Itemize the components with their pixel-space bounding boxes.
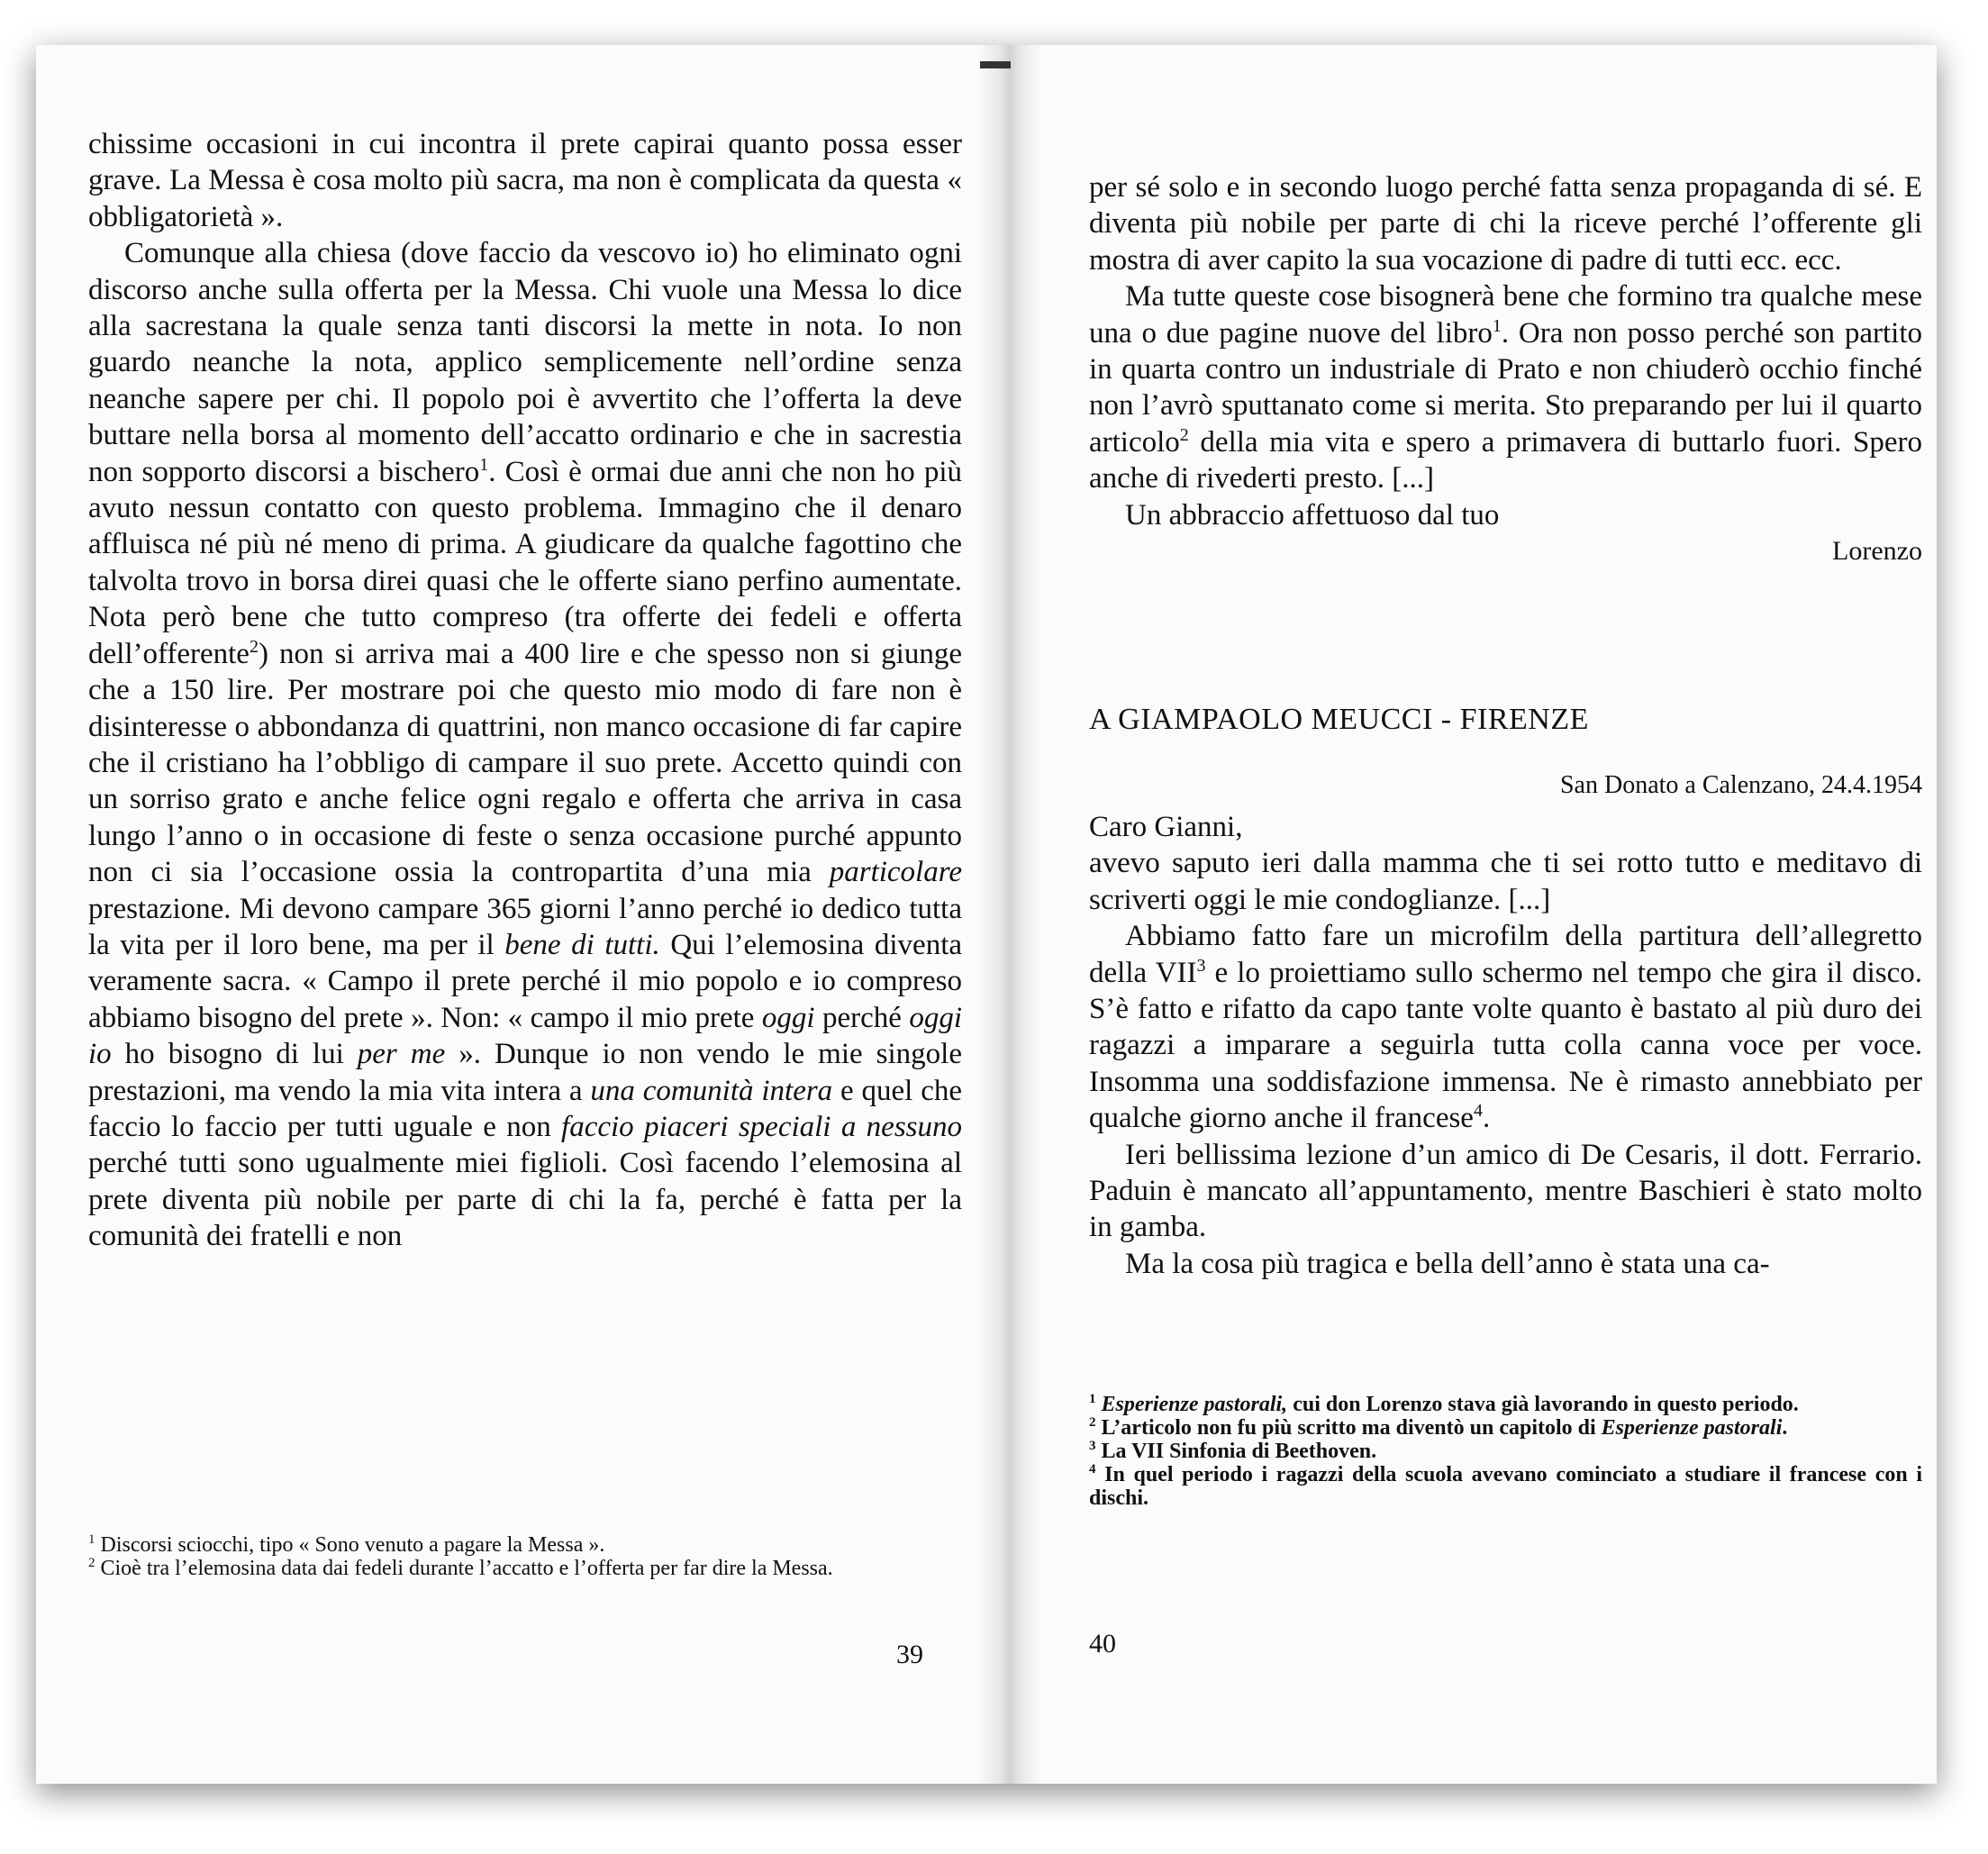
signature: Lorenzo: [1832, 536, 1922, 567]
paragraph: avevo saputo ieri dalla mamma che ti sei rotto tutto e meditavo di scriverti oggi le mie condoglianze. [...]: [1089, 847, 1922, 916]
page-number: 39: [896, 1640, 923, 1669]
binding-mark: [980, 61, 1011, 68]
right-footnotes: [1089, 1393, 1922, 1510]
footnote: $^3$ La VII Sinfonia di Beethoven.: [1089, 1439, 1377, 1463]
footnote-ref: 3: [1196, 955, 1206, 976]
paragraph: Ma tutte queste cose bisognerà bene che formino tra qualche mese una o due pagine nuove del libro$^1$. Ora non posso perché son partito in quarta contro un industriale di Prato e non chiuderò occhio finché non l’avrò sputtanato come si merita. Sto preparando per lui il quarto articolo$^2$ della mia vita e spero a primavera di buttarlo fuori. Spero anche di rivederti presto. [...]: [1089, 280, 1922, 495]
book-gutter: [978, 45, 1041, 1784]
right-page-letter: [1089, 809, 1922, 1282]
paragraph: Ma la cosa più tragica e bella dell’anno è stata una ca-: [1125, 1247, 1770, 1280]
paragraph: Comunque alla chiesa (dove faccio da vescovo io) ho eliminato ogni discorso anche sulla offerta per la Messa. Chi vuole una Messa lo dice alla sacrestana la quale senza tanti discorsi la mette in nota. Io non guardo neanche la nota, applico semplicemente nell’ordine senza neanche sapere per chi. Il popolo poi è avvertito che l’offerta la deve buttare nella borsa al momento dell’accatto ordinario e che in sacrestia non sopporto discorsi a bischero$^1$. Così è ormai due anni che non ho più avuto nessun contatto con questo problema. Immagino che il denaro affluisca né più né meno di prima. A giudicare da qualche fagottino che talvolta trovo in borsa direi quasi che le offerte siano perfino aumentate. Nota però bene che tutto compreso (tra offerte dei fedeli e offerta dell’offerente$^2$) non si arriva mai a 400 lire e che spesso non si giunge che a 150 lire. Per mostrare poi che questo mio modo di fare non è disinteresse o abbondanza di quattrini, non manco occasione di far capire che il cristiano ha l’obbligo di campare il suo prete. Accetto quindi con un sorriso grato e anche felice ogni regalo e offerta che arriva in casa lungo l’anno o in occasione di feste o senza occasione purché appunto non ci sia l’occasione ossia la contropartita d’una mia particolare prestazione. Mi devono campare 365 giorni l’anno perché io dedico tutta la vita per il loro bene, ma per il bene di tutti. Qui l’elemosina diventa veramente sacra. « Campo il prete perché il mio popolo e io compreso abbiamo bisogno del prete ». Non: « campo il mio prete oggi perché oggi io ho bisogno di lui per me ». Dunque io non vendo le mie singole prestazioni, ma vendo la mia vita intera a una comunità intera e quel che faccio lo faccio per tutti uguale e non faccio piaceri speciali a nessuno perché tutti sono ugualmente miei figlioli. Così facendo l’elemosina al prete diventa più nobile per parte di chi la fa, perché è fatta per la comunità dei fratelli e non: [88, 237, 963, 1253]
footnote: $^1$ Discorsi sciocchi, tipo « Sono venuto a pagare la Messa ».: [88, 1532, 605, 1557]
letter-heading: A GIAMPAOLO MEUCCI - FIRENZE: [1089, 703, 1589, 736]
paragraph: Ieri bellissima lezione d’un amico di De Cesaris, il dott. Ferrario. Paduin è mancato all’appuntamento, mentre Baschieri è stato molto in gamba.: [1089, 1138, 1922, 1244]
left-page: [36, 45, 978, 1784]
footnote: $^2$ Cioè tra l’elemosina data dai fedeli durante l’accatto e l’offerta per far dire la Messa.: [88, 1556, 833, 1580]
paragraph: Abbiamo fatto fare un microfilm della partitura dell’allegretto della VII$^3$ e lo proiettiamo sullo schermo nel tempo che gira il disco. S’è fatto e rifatto da capo tante volte quanto è bastato al più duro dei ragazzi a imparare a seguirla tutta colla canna voce per voce. Insomma una soddisfazione immensa. Ne è rimasto annebbiato per qualche giorno anche il francese$^4$.: [1089, 920, 1922, 1135]
footnote-ref: 2: [1179, 424, 1189, 445]
letter-dateline: San Donato a Calenzano, 24.4.1954: [1559, 771, 1922, 799]
page-number: 40: [1089, 1629, 1116, 1659]
left-page-body: [88, 126, 962, 1255]
footnote-ref: 2: [249, 636, 259, 657]
salutation: Caro Gianni,: [1089, 811, 1243, 843]
footnote: $^1$ Esperienze pastorali, cui don Lorenzo stava già lavorando in questo periodo.: [1089, 1392, 1799, 1416]
right-page: [1041, 45, 1937, 1784]
right-page-letter-end: [1089, 169, 1922, 569]
book-spread: [36, 45, 1937, 1784]
paragraph: per sé solo e in secondo luogo perché fatta senza propaganda di sé. E diventa più nobile per parte di chi la riceve perché l’offerente gli mostra di aver capito la sua vocazione di padre di tutti ecc. ecc.: [1089, 171, 1922, 277]
closing: Un abbraccio affettuoso dal tuo: [1125, 498, 1500, 532]
footnote: $^4$ In quel periodo i ragazzi della scuola avevano cominciato a studiare il francese con i dischi.: [1089, 1462, 1923, 1510]
left-footnotes: [88, 1533, 962, 1580]
paragraph: chissime occasioni in cui incontra il prete capirai quanto possa esser grave. La Messa è cosa molto più sacra, ma non è complicata da questa « obbligatorietà ».: [88, 128, 962, 233]
footnote-ref: 1: [1492, 315, 1502, 336]
footnote-ref: 4: [1473, 1101, 1483, 1122]
footnote: $^2$ L’articolo non fu più scritto ma diventò un capitolo di Esperienze pastorali.: [1089, 1415, 1788, 1440]
footnote-ref: 1: [479, 454, 489, 475]
